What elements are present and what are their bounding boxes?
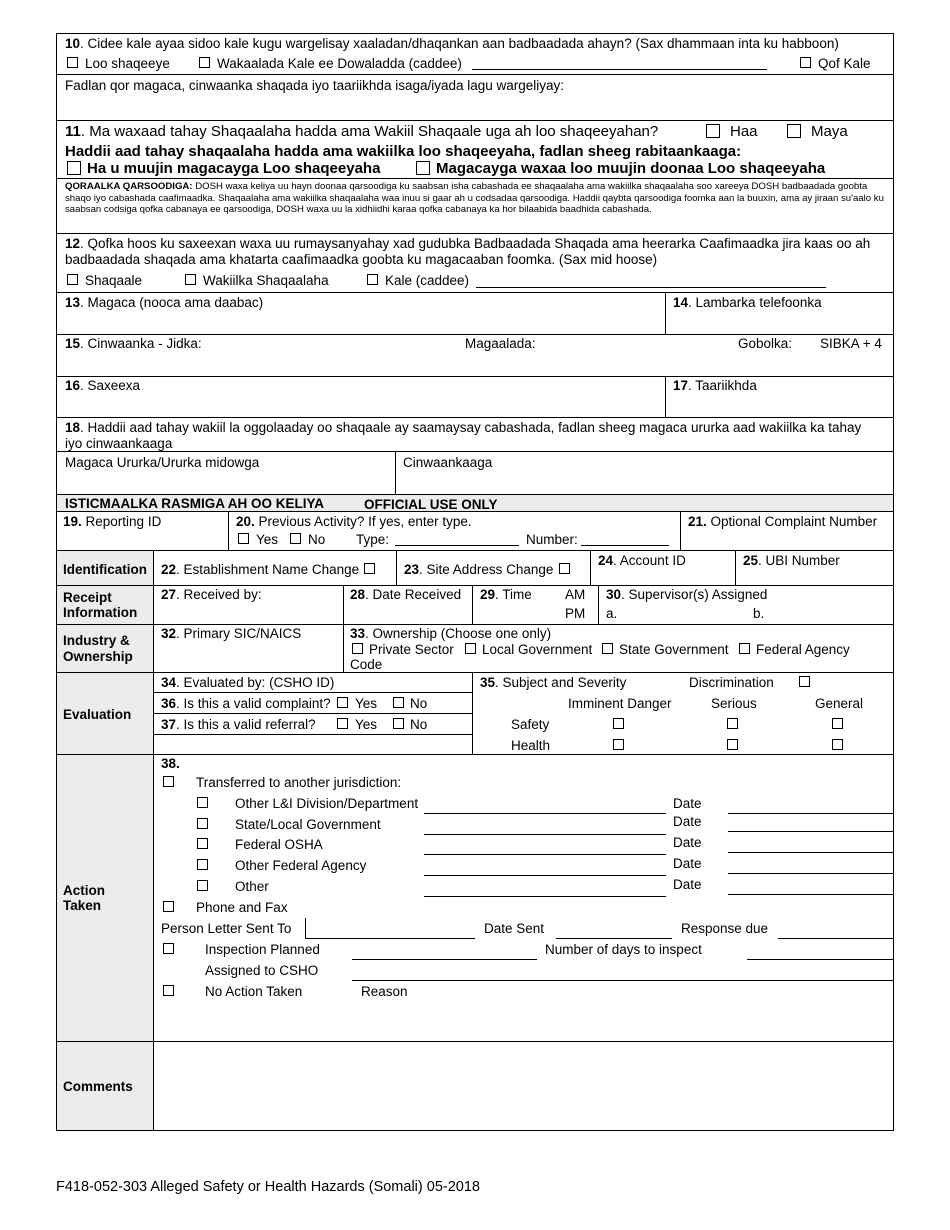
phone-fax-checkbox[interactable]	[163, 901, 174, 912]
valid-referral-yes-label: Yes	[355, 717, 378, 732]
divider	[56, 334, 894, 335]
response-due-line[interactable]	[778, 938, 893, 939]
other-federal-checkbox[interactable]	[197, 859, 208, 870]
valid-complaint-yes-checkbox[interactable]	[337, 697, 348, 708]
federal-osha-checkbox[interactable]	[197, 838, 208, 849]
industry-label-line1: Industry &	[63, 633, 130, 648]
previous-activity-label: 20. Previous Activity? If yes, enter type.	[236, 514, 472, 529]
no-action-checkbox[interactable]	[163, 985, 174, 996]
industry-label-line2: Ownership	[63, 649, 133, 664]
other-jurisdiction-date-line[interactable]	[728, 894, 893, 895]
type-label: Type:	[356, 532, 390, 547]
person-letter-label: Person Letter Sent To	[161, 921, 292, 936]
comments-label: Comments	[63, 1079, 133, 1094]
ownership-label: 33. Ownership (Choose one only)	[350, 626, 552, 641]
divider	[395, 451, 396, 494]
q11-hide-name-checkbox[interactable]	[67, 161, 81, 175]
state-government-label: State Government	[619, 642, 729, 657]
q10-other-label: Qof Kale	[818, 56, 871, 71]
other-jurisdiction-line[interactable]	[424, 896, 666, 897]
state-government-checkbox[interactable]	[602, 643, 613, 654]
divider	[153, 713, 472, 714]
phone-fax-label: Phone and Fax	[196, 900, 288, 915]
city-label: Magaalada:	[465, 336, 536, 351]
divider	[56, 511, 894, 512]
q12-rep-label: Wakiilka Shaqaalaha	[203, 273, 329, 288]
signature-field-label: 16. Saxeexa	[65, 378, 141, 393]
q12-other-label: Kale (caddee)	[385, 273, 470, 288]
divider	[680, 511, 681, 550]
transferred-label: Transferred to another jurisdiction:	[196, 775, 402, 790]
prev-activity-no-checkbox[interactable]	[290, 533, 301, 544]
representative-question: 18. Haddii aad tahay wakiil la oggolaaday oo shaqaale ay saamaysay cabashada, fadlan sheeg magaca ururka aad wakiilka ka tahay iyo cinwaankaaga	[65, 420, 862, 451]
safety-row-label: Safety	[511, 717, 550, 732]
other-jurisdiction-checkbox[interactable]	[197, 880, 208, 891]
divider	[472, 672, 473, 754]
q12-other-line[interactable]	[476, 287, 826, 288]
receipt-label-line1: Receipt	[63, 590, 112, 605]
state-local-checkbox[interactable]	[197, 818, 208, 829]
divider	[56, 451, 894, 452]
reporting-id-label: 19. Reporting ID	[63, 514, 162, 529]
assigned-csho-label: Assigned to CSHO	[205, 963, 319, 978]
state-local-label: State/Local Government	[235, 817, 381, 832]
divider	[598, 585, 599, 624]
name-field-label: 13. Magaca (nooca ama daabac)	[65, 295, 264, 310]
divider	[472, 585, 473, 624]
divider	[56, 624, 894, 625]
complaint-number-label: 21. Optional Complaint Number	[688, 514, 878, 529]
q10-question: 10. Cidee kale ayaa sidoo kale kugu wargelisay xaaladan/dhaqankan aan badbaadada ahayn? (Sax dhammaan inta ku habboon)	[65, 36, 839, 51]
reason-label: Reason	[361, 984, 408, 999]
q12-other-checkbox[interactable]	[367, 274, 378, 285]
health-serious-checkbox[interactable]	[727, 739, 738, 750]
federal-agency-checkbox[interactable]	[739, 643, 750, 654]
valid-complaint-label: 36. Is this a valid complaint?	[161, 696, 331, 711]
divider	[56, 233, 894, 234]
q10-employer-label: Loo shaqeeye	[85, 56, 170, 71]
am-label: AM	[565, 587, 586, 602]
other-li-date-line[interactable]	[728, 813, 893, 814]
state-local-date-line[interactable]	[728, 831, 893, 832]
valid-complaint-no-label: No	[410, 696, 428, 711]
no-action-label: No Action Taken	[205, 984, 303, 999]
inspection-planned-checkbox[interactable]	[163, 943, 174, 954]
date-sent-line[interactable]	[556, 938, 672, 939]
other-li-line[interactable]	[424, 813, 666, 814]
divider	[56, 585, 894, 586]
safety-general-checkbox[interactable]	[832, 718, 843, 729]
establishment-name-change-checkbox[interactable]	[364, 563, 375, 574]
divider	[665, 376, 666, 417]
number-label: Number:	[526, 532, 578, 547]
action-label-line2: Taken	[63, 898, 102, 913]
divider	[228, 511, 229, 550]
person-letter-line[interactable]	[305, 938, 475, 939]
q11-show-name-checkbox[interactable]	[416, 161, 430, 175]
q12-employee-checkbox[interactable]	[67, 274, 78, 285]
q11-yes-checkbox[interactable]	[706, 124, 720, 138]
divider	[396, 550, 397, 585]
health-general-checkbox[interactable]	[832, 739, 843, 750]
q10-employer-checkbox[interactable]	[67, 57, 78, 68]
local-government-label: Local Government	[482, 642, 593, 657]
q12-question: 12. Qofka hoos ku saxeexan waxa uu rumaysanyahay xad gudubka Badbaadada Shaqada ama heerarka Caafimaadka jira kaas oo ah badbaadada shaqada ama khatarta caafimaadka goobta ku magacaaban foomka. (Sax mid hoose)	[65, 236, 871, 267]
address-field-label: 15. Cinwaanka - Jidka:	[65, 336, 202, 351]
official-header-so: ISTICMAALKA RASMIGA AH OO KELIYA	[65, 496, 325, 511]
supervisor-a-label: a.	[606, 606, 618, 621]
establishment-name-change-label: 22. Establishment Name Change	[161, 562, 360, 577]
q10-followup: Fadlan qor magaca, cinwaanka shaqada iyo taariikhda isaga/iyada lagu wargeliyay:	[65, 78, 565, 93]
valid-referral-yes-checkbox[interactable]	[337, 718, 348, 729]
phone-field-label: 14. Lambarka telefoonka	[673, 295, 822, 310]
local-government-checkbox[interactable]	[465, 643, 476, 654]
primary-sic-label: 32. Primary SIC/NAICS	[161, 626, 302, 641]
divider	[56, 376, 894, 377]
site-address-change-label: 23. Site Address Change	[404, 562, 554, 577]
date-field-label: 17. Taariikhda	[673, 378, 757, 393]
divider	[153, 692, 472, 693]
divider	[56, 550, 894, 551]
ubi-number-label: 25. UBI Number	[743, 553, 840, 568]
discrimination-label: Discrimination	[689, 675, 774, 690]
state-local-line[interactable]	[424, 834, 666, 835]
days-to-inspect-line[interactable]	[747, 959, 893, 960]
type-line[interactable]	[395, 545, 519, 546]
org-name-label: Magaca Ururka/Ururka midowga	[65, 455, 260, 470]
divider	[56, 292, 894, 293]
general-header: General	[815, 696, 864, 711]
number-line[interactable]	[581, 545, 669, 546]
evaluated-by-label: 34. Evaluated by: (CSHO ID)	[161, 675, 335, 690]
inspection-planned-label: Inspection Planned	[205, 942, 320, 957]
date-sent-label: Date Sent	[484, 921, 545, 936]
divider	[56, 178, 894, 179]
other-federal-date-line[interactable]	[728, 873, 893, 874]
receipt-label-line2: Information	[63, 605, 138, 620]
comments-field[interactable]	[153, 1041, 894, 1131]
private-sector-checkbox[interactable]	[352, 643, 363, 654]
other-federal-date-label: Date	[673, 856, 702, 871]
q11-show-name-label: Magacayga waxaa loo muujin doonaa Loo shaqeeyaha	[436, 160, 826, 177]
q11-hide-name-label: Ha u muujin magacayga Loo shaqeeyaha	[87, 160, 381, 177]
q10-gov-agency-label: Wakaalada Kale ee Dowaladda (caddee)	[217, 56, 462, 71]
assigned-csho-line[interactable]	[352, 980, 893, 981]
q11-yes-label: Haa	[730, 123, 758, 140]
supervisor-assigned-label: 30. Supervisor(s) Assigned	[606, 587, 768, 602]
zip-label: SIBKA + 4	[820, 336, 882, 351]
federal-osha-date-line[interactable]	[728, 852, 893, 853]
serious-header: Serious	[711, 696, 757, 711]
private-sector-label: Private Sector	[369, 642, 454, 657]
q11-instruction: Haddii aad tahay shaqaalaha hadda ama wakiilka loo shaqeeyaha, fadlan sheeg rabitaankaaga:	[65, 143, 742, 160]
form-footer: F418-052-303 Alleged Safety or Health Hazards (Somali) 05-2018	[56, 1179, 480, 1195]
divider	[56, 417, 894, 418]
divider	[665, 292, 666, 334]
transferred-checkbox[interactable]	[163, 776, 174, 787]
other-jurisdiction-date-label: Date	[673, 877, 702, 892]
divider	[56, 120, 894, 121]
health-imminent-checkbox[interactable]	[613, 739, 624, 750]
state-label: Gobolka:	[738, 336, 793, 351]
confidentiality-notice: QORAALKA QARSOODIGA: DOSH waxa keliya uu hayn doonaa qarsoodiga ku saabsan isha cabashada ee shaqaalaha ama wakiilka shaqaalaha soo xareeya DOSH badbaadada goobta shaqo iyo cabashada caafimaadka. Shaqaalaha ama wakiilka shaqaalaha waa inuu si gaar ah u codsadaa qarsoodiga. Haddii qaybta qarsoodiga foomka aan la buuxin, ama ay jiraan su'aalo ku saabsan codsiga qofka cabanaya ee qarsoodiga, DOSH waxa uu la xidhiidhi karaa qofka cabanaya ka hor bilaabida baadhida cabashada.	[65, 181, 884, 215]
divider	[735, 550, 736, 585]
imminent-danger-header: Imminent Danger	[568, 696, 672, 711]
q11-no-checkbox[interactable]	[787, 124, 801, 138]
q10-gov-agency-checkbox[interactable]	[199, 57, 210, 68]
divider	[56, 672, 894, 673]
state-local-date-label: Date	[673, 814, 702, 829]
inspection-planned-line[interactable]	[352, 959, 537, 960]
federal-agency-label: Federal Agency	[756, 642, 850, 657]
divider	[56, 754, 894, 755]
valid-referral-no-checkbox[interactable]	[393, 718, 404, 729]
valid-referral-no-label: No	[410, 717, 428, 732]
pm-label: PM	[565, 606, 586, 621]
identification-label: Identification	[63, 562, 147, 577]
federal-osha-label: Federal OSHA	[235, 837, 323, 852]
ownership-code-label: Code	[350, 657, 383, 672]
account-id-label: 24. Account ID	[598, 553, 686, 568]
other-jurisdiction-label: Other	[235, 879, 269, 894]
subject-severity-label: 35. Subject and Severity	[480, 675, 627, 690]
other-li-date-label: Date	[673, 796, 702, 811]
other-federal-line[interactable]	[424, 875, 666, 876]
date-received-label: 28. Date Received	[350, 587, 462, 602]
divider	[343, 624, 344, 672]
other-federal-label: Other Federal Agency	[235, 858, 367, 873]
prev-activity-yes-checkbox[interactable]	[238, 533, 249, 544]
supervisor-b-label: b.	[753, 606, 765, 621]
days-to-inspect-label: Number of days to inspect	[545, 942, 702, 957]
discrimination-checkbox[interactable]	[799, 676, 810, 687]
action-label-line1: Action	[63, 883, 105, 898]
safety-imminent-checkbox[interactable]	[613, 718, 624, 729]
federal-osha-date-label: Date	[673, 835, 702, 850]
q10-other-checkbox[interactable]	[800, 57, 811, 68]
divider	[153, 734, 472, 735]
divider	[343, 585, 344, 624]
divider	[590, 550, 591, 585]
q11-no-label: Maya	[811, 123, 848, 140]
other-li-checkbox[interactable]	[197, 797, 208, 808]
q10-gov-agency-line[interactable]	[472, 69, 767, 70]
q12-rep-checkbox[interactable]	[185, 274, 196, 285]
prev-activity-yes-label: Yes	[256, 532, 279, 547]
site-address-change-checkbox[interactable]	[559, 563, 570, 574]
response-due-label: Response due	[681, 921, 769, 936]
q11-question: 11. Ma waxaad tahay Shaqaalaha hadda ama Wakiil Shaqaale uga ah loo shaqeeyahan?	[65, 123, 659, 140]
federal-osha-line[interactable]	[424, 854, 666, 855]
official-header-en: OFFICIAL USE ONLY	[364, 497, 498, 512]
valid-referral-label: 37. Is this a valid referral?	[161, 717, 316, 732]
time-label: 29. Time	[480, 587, 532, 602]
divider	[56, 74, 894, 75]
received-by-label: 27. Received by:	[161, 587, 262, 602]
divider	[305, 918, 306, 938]
other-li-label: Other L&I Division/Department	[235, 796, 419, 811]
valid-complaint-no-checkbox[interactable]	[393, 697, 404, 708]
action-number: 38.	[161, 756, 180, 771]
rep-address-label: Cinwaankaaga	[403, 455, 493, 470]
safety-serious-checkbox[interactable]	[727, 718, 738, 729]
evaluation-label: Evaluation	[63, 707, 132, 722]
health-row-label: Health	[511, 738, 551, 753]
valid-complaint-yes-label: Yes	[355, 696, 378, 711]
q12-employee-label: Shaqaale	[85, 273, 143, 288]
prev-activity-no-label: No	[308, 532, 326, 547]
